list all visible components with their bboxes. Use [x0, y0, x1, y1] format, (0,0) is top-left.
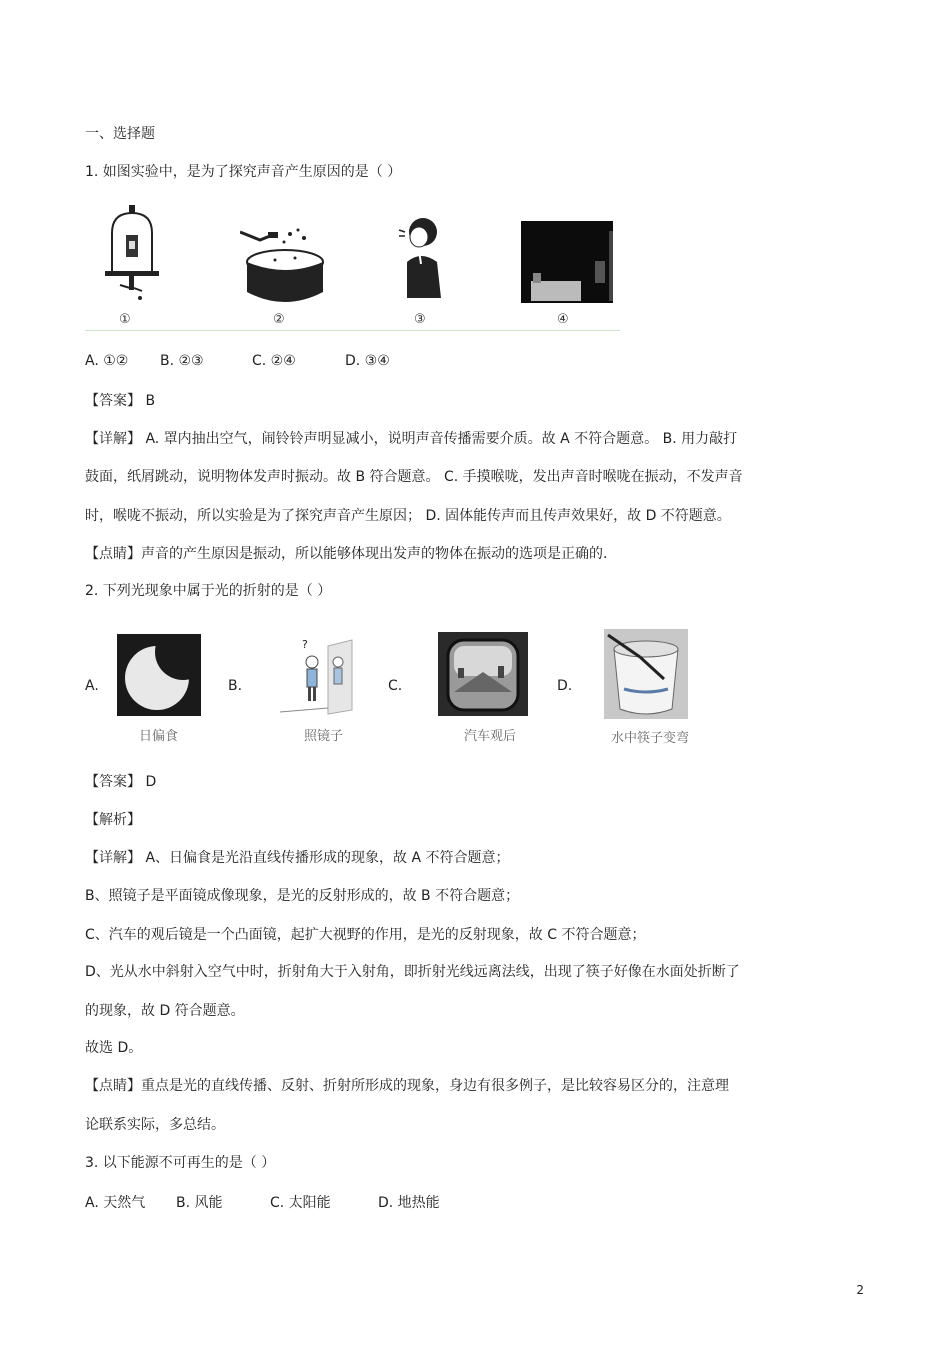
figure-label-1: ① — [119, 312, 131, 327]
q2-answer: 【答案】 D — [85, 774, 157, 790]
caption-mirror: 照镜子 — [304, 729, 344, 744]
q2-option-d: D. — [557, 678, 573, 694]
dark-photo-figure — [521, 221, 613, 303]
drum-figure — [240, 222, 325, 304]
caption-rearview: 汽车观后 — [464, 729, 517, 744]
rearview-mirror-figure — [438, 632, 528, 716]
q2-detail-line-6: 故选 D。 — [85, 1040, 143, 1056]
q1-detail-line-3: 时，喉咙不振动，所以实验是为了探究声音产生原因； D. 固体能传声而且传声效果好，故 D 不符题意。 — [85, 508, 731, 524]
mirror-question-mark: ? — [302, 638, 308, 651]
chopstick-cup-figure — [604, 629, 688, 719]
solar-eclipse-figure — [117, 634, 201, 716]
q1-option-a: A. ①② — [85, 353, 129, 369]
q2-comment-line-1: 【点睛】重点是光的直线传播、反射、折射所形成的现象，身边有很多例子，是比较容易区分的，注意理 — [85, 1078, 729, 1094]
q1-detail-line-2: 鼓面，纸屑跳动，说明物体发声时振动。故 B 符合题意。 C. 手摸喉咙，发出声音时喉咙在振动，不发声音 — [85, 469, 743, 485]
q1-option-b: B. ②③ — [160, 353, 204, 369]
q2-option-a: A. — [85, 678, 99, 694]
throat-figure — [397, 212, 447, 302]
q2-option-c: C. — [388, 678, 403, 694]
q1-comment: 【点睛】声音的产生原因是振动，所以能够体现出发声的物体在振动的选项是正确的. — [85, 546, 608, 562]
q2-detail-line-5: 的现象，故 D 符合题意。 — [85, 1003, 245, 1019]
q3-stem: 3. 以下能源不可再生的是（ ） — [85, 1155, 276, 1171]
q2-detail-line-2: B、照镜子是平面镜成像现象，是光的反射形成的，故 B 不符合题意； — [85, 888, 520, 904]
page-number: 2 — [856, 1283, 864, 1297]
figure-label-3: ③ — [414, 312, 426, 327]
caption-eclipse: 日偏食 — [139, 729, 179, 744]
q3-option-a: A. 天然气 — [85, 1195, 146, 1211]
q1-stem: 1. 如图实验中，是为了探究声音产生原因的是（ ） — [85, 164, 402, 180]
section-title: 一、选择题 — [85, 126, 155, 142]
caption-chopstick: 水中筷子变弯 — [611, 731, 690, 746]
q3-option-d: D. 地热能 — [378, 1195, 440, 1211]
q2-option-b: B. — [228, 678, 243, 694]
q2-detail-line-1: 【详解】 A、日偏食是光沿直线传播形成的现象，故 A 不符合题意； — [85, 850, 510, 866]
figure-label-2: ② — [273, 312, 285, 327]
q2-comment-line-2: 论联系实际，多总结。 — [85, 1117, 225, 1133]
q3-option-b: B. 风能 — [176, 1195, 223, 1211]
bell-jar-figure — [100, 203, 165, 303]
q2-detail-line-3: C、汽车的观后镜是一个凸面镜，起扩大视野的作用，是光的反射现象，故 C 不符合题意； — [85, 927, 646, 943]
q1-option-d: D. ③④ — [345, 353, 390, 369]
q1-detail-line-1: 【详解】 A. 罩内抽出空气，闹铃铃声明显减小，说明声音传播需要介质。故 A 不符合题意。 B. 用力敲打 — [85, 431, 738, 447]
q2-stem: 2. 下列光现象中属于光的折射的是（ ） — [85, 583, 332, 599]
q2-detail-line-4: D、光从水中斜射入空气中时，折射角大于入射角，即折射光线远离法线，出现了筷子好像在水面处折断了 — [85, 964, 740, 980]
q2-analysis: 【解析】 — [85, 812, 141, 828]
q3-option-c: C. 太阳能 — [270, 1195, 331, 1211]
figure-divider — [85, 330, 620, 331]
mirror-figure — [280, 638, 355, 716]
q1-option-c: C. ②④ — [252, 353, 296, 369]
figure-label-4: ④ — [557, 312, 569, 327]
q1-answer: 【答案】 B — [85, 393, 156, 409]
